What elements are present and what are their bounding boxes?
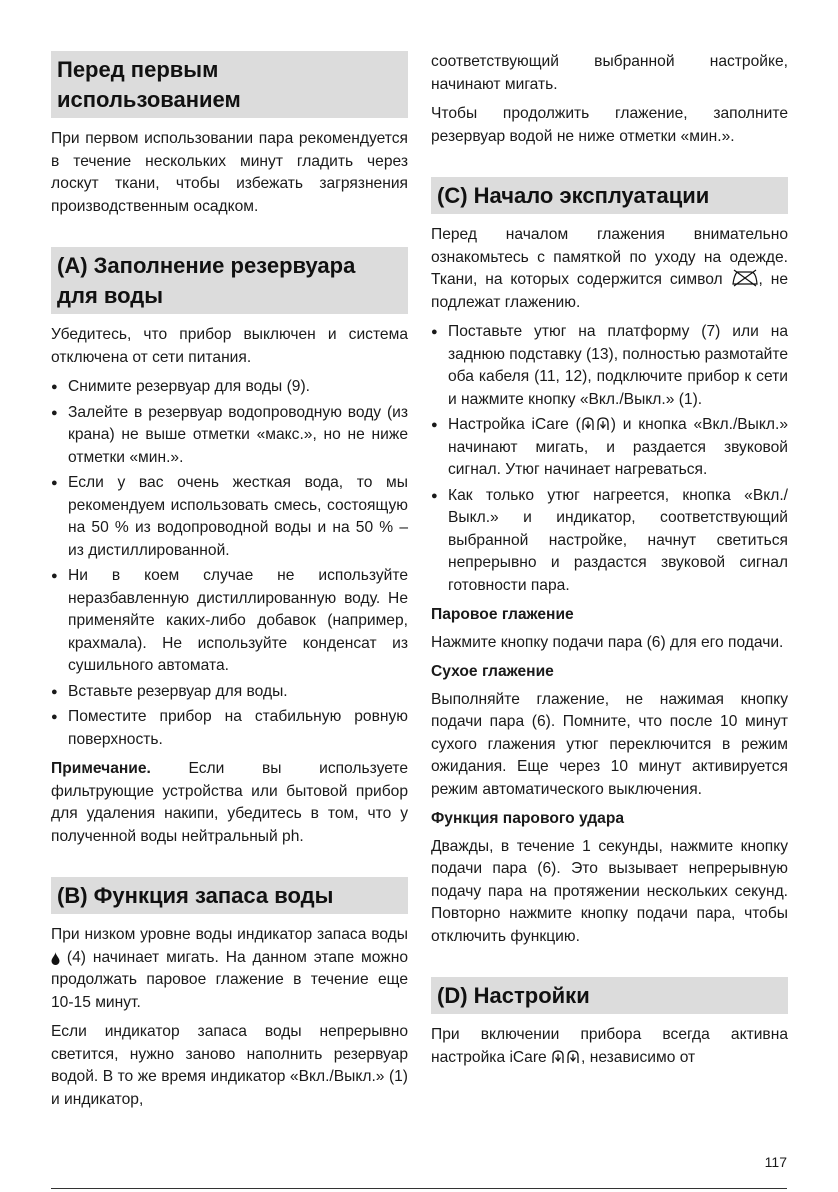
text-fragment: При включении прибора всегда активна настройка iCare: [431, 1026, 788, 1066]
list-item: ● Ни в коем случае не используйте неразбавленную дистиллированную воду. Не применяйте каких-либо добавок (например, крахмала). Не используйте конденсат из сушильного автомата.: [51, 565, 408, 678]
icare-icon: [581, 416, 611, 432]
right-column: [431, 51, 788, 1076]
dry-text: Выполняйте глажение, не нажимая кнопку подачи пара (6). Помните, что после 10 минут сухого глажения утюг переключится в режим ожидания. Еще через 10 минут активируется режим автоматического выключения.: [431, 690, 788, 798]
section-heading-b: (B) Функция запаса воды: [51, 877, 408, 914]
left-column: [51, 51, 408, 1118]
section-a-list: [51, 376, 408, 751]
section-heading-a: (A) Заполнение резервуара для воды: [51, 247, 408, 314]
subheading-steam-shot: Функция парового удара: [431, 810, 625, 827]
first-use-text: При первом использовании пара рекомендуется в течение нескольких минут гладить через лоскут ткани, чтобы избежать загрязнения производственным осадком.: [51, 130, 408, 215]
note-label: Примечание.: [51, 760, 151, 777]
section-c-intro: [431, 224, 788, 314]
water-drop-icon: [51, 952, 60, 965]
text-fragment: Настройка iCare (: [448, 416, 581, 433]
note-text: Если вы используете фильтрующие устройства или бытовой прибор для удаления накипи, убедитесь в том, что у полученной воды нейтральный ph.: [51, 760, 408, 845]
list-item: ● Снимите резервуар для воды (9).: [51, 376, 408, 399]
subheading-dry: Сухое глажение: [431, 663, 554, 680]
steam-shot-text: Дважды, в течение 1 секунды, нажмите кнопку подачи пара (6). Это вызывает непрерывную подачу пара на протяжении нескольких секунд. Повторно нажмите кнопку подачи пара, чтобы отключить функцию.: [431, 837, 788, 945]
text-fragment: (4) начинает мигать. На данном этапе можно продолжать паровое глажение в течение еще 10-15 минут.: [51, 948, 408, 1011]
section-b-para-1: [51, 924, 408, 1014]
continued-text-1: соответствующий выбранной настройке, начинают мигать.: [431, 53, 788, 93]
list-item: ● Как только утюг нагреется, кнопка «Вкл./Выкл.» и индикатор, соответствующий выбранной настройке, начнут светиться непрерывно и раздастся звуковой сигнал готовности пара.: [431, 485, 788, 598]
no-ironing-icon: [731, 269, 759, 287]
list-item: [431, 414, 788, 482]
text-fragment: ) и кнопка «Вкл./Выкл.» начинают мигать, и раздается звуковой сигнал. Утюг начинает нагреваться.: [448, 416, 788, 478]
steam-text: Нажмите кнопку подачи пара (6) для его подачи.: [431, 633, 784, 651]
list-item: ● Поместите прибор на стабильную ровную поверхность.: [51, 706, 408, 751]
section-heading-d: (D) Настройки: [431, 977, 788, 1014]
list-item: ● Поставьте утюг на платформу (7) или на заднюю подставку (13), полностью размотайте оба кабеля (11, 12), подключите прибор к сети и нажмите кнопку «Вкл./Выкл.» (1).: [431, 321, 788, 411]
section-a-intro: Убедитесь, что прибор выключен и система отключена от сети питания.: [51, 326, 408, 366]
subheading-steam: Паровое глажение: [431, 606, 574, 623]
section-heading-c: (C) Начало эксплуатации: [431, 177, 788, 214]
list-item: ● Залейте в резервуар водопроводную воду (из крана) не выше отметки «макс.», но не ниже отметки «мин.».: [51, 402, 408, 470]
text-fragment: При низком уровне воды индикатор запаса воды: [51, 926, 408, 943]
note-paragraph: [51, 758, 408, 848]
section-c-list: [431, 321, 788, 597]
section-d-text: [431, 1024, 788, 1069]
page-number: 117: [764, 1154, 787, 1170]
list-item: ● Вставьте резервуар для воды.: [51, 681, 408, 704]
section-b-para-2: Если индикатор запаса воды непрерывно светится, нужно заново наполнить резервуар водой. В то же время индикатор «Вкл./Выкл.» (1) и индикатор,: [51, 1023, 408, 1108]
text-fragment: , независимо от: [581, 1048, 696, 1066]
text-fragment: Перед началом глажения внимательно ознакомьтесь с памяткой по уходу на одежде. Ткани, на которых содержится символ: [431, 226, 788, 288]
footer-divider: [51, 1188, 787, 1189]
text-fragment: , не подлежат глажению.: [431, 271, 788, 311]
continued-text-2: Чтобы продолжить глажение, заполните резервуар водой не ниже отметки «мин.».: [431, 105, 788, 145]
section-heading-first-use: Перед первым использованием: [51, 51, 408, 118]
list-item: ● Если у вас очень жесткая вода, то мы рекомендуем использовать смесь, состоящую на 50 % из водопроводной воды и на 50 % – из дистиллированной.: [51, 472, 408, 562]
icare-icon: [551, 1049, 581, 1065]
